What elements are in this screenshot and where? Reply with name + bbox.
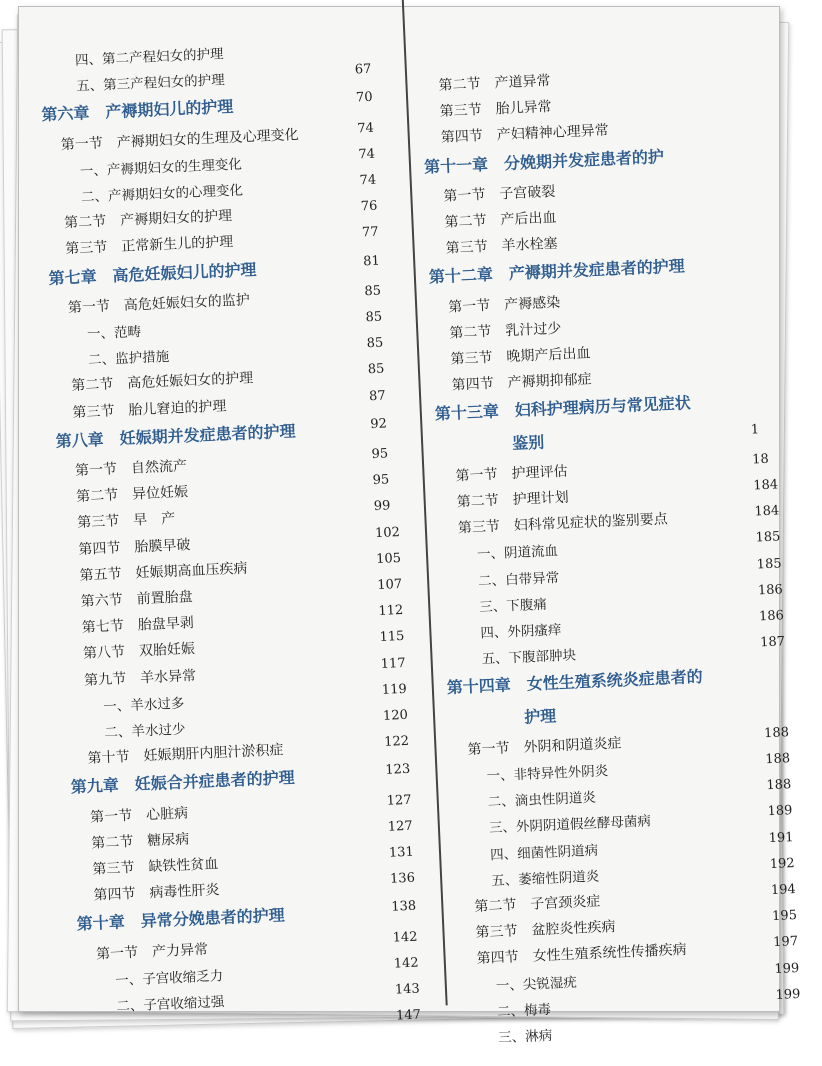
page-number: 95	[371, 446, 389, 463]
entry-title: 四、细菌性阴道病	[489, 842, 599, 863]
page-number: 99	[373, 498, 391, 515]
page-number: 102	[374, 524, 401, 541]
page-number: 123	[385, 762, 411, 779]
toc-entry	[88, 345, 170, 369]
toc-left-column	[37, 7, 422, 1024]
chapter-title: 第十三章 妇科护理病历与常见症状	[434, 393, 692, 424]
entry-title: 三、外阴阴道假丝酵母菌病	[488, 813, 652, 837]
toc-entry	[76, 68, 225, 94]
page-number: 197	[772, 934, 799, 951]
entry-title: 二、子宫收缩过强	[116, 994, 225, 1015]
page-number: 18	[751, 451, 770, 468]
toc-entry	[67, 289, 250, 317]
entry-title: 四、外阴瘙痒	[480, 622, 562, 642]
entry-title: 第一节 外阴和阴道炎症	[467, 735, 622, 759]
entry-title: 第四节 产妇精神心理异常	[440, 122, 610, 147]
entry-title: 第一节 高危妊娠妇女的监护	[67, 292, 251, 317]
page-number: 194	[770, 882, 797, 899]
entry-title: 第九节 羊水异常	[83, 667, 197, 689]
page-number: 120	[382, 707, 409, 724]
entry-title: 第十节 妊娠期肝内胆汁淤积症	[87, 742, 284, 768]
toc-entry	[428, 254, 685, 288]
toc-entry	[443, 181, 556, 206]
toc-entry	[490, 838, 599, 863]
toc-entry	[104, 718, 186, 742]
page-number: 92	[369, 416, 388, 432]
toc-entry	[446, 664, 703, 698]
page-number: 85	[364, 283, 382, 300]
entry-title: 第一节 产力异常	[95, 941, 209, 963]
page-number: 185	[755, 529, 781, 546]
entry-title: 二、监护措施	[87, 349, 170, 369]
chapter-title: 护理	[523, 705, 557, 727]
entry-title: 第四节 病毒性肝炎	[93, 882, 220, 904]
entry-title: 第二节 护理计划	[456, 489, 570, 511]
page-number: 70	[355, 90, 373, 106]
chapter-title: 第九章 妊娠合并症患者的护理	[70, 768, 296, 797]
toc-entry	[77, 508, 176, 532]
chapter-title: 第六章 产褥期妇儿的护理	[41, 97, 234, 125]
toc-entry	[451, 369, 592, 395]
entry-title: 二、白带异常	[477, 569, 560, 590]
toc-right-column	[417, 0, 801, 1047]
chapter-title: 第十四章 女性生殖系统炎症患者的	[446, 667, 704, 698]
toc-entry	[498, 1024, 553, 1046]
page-number: 115	[379, 629, 405, 646]
toc-entry	[474, 891, 601, 916]
toc-entry	[495, 970, 577, 994]
entry-title: 一、阴道流血	[476, 543, 559, 564]
entry-title: 第三节 盆腔炎性疾病	[475, 919, 616, 942]
page-number: 107	[376, 576, 403, 594]
toc-entry	[76, 903, 285, 935]
toc-entry	[81, 179, 244, 206]
toc-entry	[455, 460, 568, 485]
entry-title: 第二节 产褥期妇女的护理	[63, 208, 233, 232]
entry-title: 一、非特异性外阴炎	[486, 763, 609, 785]
page-number: 192	[769, 855, 795, 872]
page-number: 184	[754, 503, 780, 520]
toc-entry	[439, 96, 552, 121]
entry-title: 第一节 护理评估	[455, 463, 568, 485]
toc-entry	[41, 94, 234, 125]
toc-entry	[448, 291, 561, 316]
page-number: 74	[359, 172, 377, 189]
toc-entry	[78, 534, 191, 559]
entry-title: 三、淋病	[497, 1027, 553, 1047]
toc-entry	[87, 739, 284, 768]
toc-entry	[60, 124, 299, 154]
entry-title: 第三节 晚期产后出血	[450, 345, 591, 368]
entry-title: 第二节 产道异常	[438, 72, 551, 94]
toc-entry	[449, 318, 562, 343]
entry-title: 二、滴虫性阴道炎	[487, 789, 597, 811]
entry-title: 第三节 妇科常见症状的鉴别要点	[457, 511, 669, 537]
chapter-title: 第十一章 分娩期并发症患者的护	[423, 146, 665, 177]
entry-title: 第一节 产褥感染	[447, 294, 561, 316]
entry-title: 三、下腹痛	[479, 596, 548, 616]
entry-title: 第三节 正常新生儿的护理	[65, 234, 234, 258]
entry-title: 第三节 胎儿窘迫的护理	[72, 398, 227, 421]
page-number: 188	[766, 777, 792, 794]
entry-title: 第五节 妊娠期高血压疾病	[79, 560, 248, 584]
chapter-title: 第十章 异常分娩患者的护理	[76, 905, 286, 934]
page-number: 117	[380, 655, 406, 672]
toc-entry	[450, 343, 591, 369]
entry-title: 第六节 前置胎盘	[80, 589, 193, 610]
toc-entry	[48, 257, 257, 289]
page-number: 184	[753, 477, 779, 494]
toc-entry	[64, 205, 233, 232]
page-number: 77	[361, 225, 379, 241]
toc-entry	[497, 998, 552, 1020]
toc-entry	[79, 557, 248, 584]
entry-title: 二、产褥期妇女的心理变化	[80, 182, 244, 206]
toc-entry	[486, 759, 608, 784]
toc-entry	[467, 732, 622, 759]
page-number: 186	[757, 582, 784, 599]
entry-title: 第四节 胎膜早破	[78, 536, 191, 558]
entry-title: 第三节 缺铁性贫血	[92, 856, 219, 878]
page-number: 127	[387, 818, 413, 835]
toc-entry	[434, 391, 691, 425]
page-number: 95	[372, 472, 390, 489]
page-number: 1	[750, 421, 760, 438]
entry-title: 一、产褥期妇女的生理变化	[79, 156, 243, 180]
entry-title: 第三节 胎儿异常	[439, 99, 552, 121]
toc-entry	[456, 487, 569, 512]
page-number: 136	[389, 870, 416, 887]
toc-entry	[440, 120, 609, 147]
toc-entry	[90, 802, 189, 826]
entry-title: 一、范畴	[86, 324, 142, 343]
page-number: 81	[362, 253, 381, 269]
entry-title: 四、第二产程妇女的护理	[74, 46, 224, 69]
entry-title: 第三节 早 产	[76, 511, 176, 532]
page-number: 67	[354, 61, 372, 78]
page-number: 85	[366, 335, 384, 352]
toc-entry	[87, 320, 142, 342]
page-number: 131	[388, 844, 415, 861]
toc-page	[18, 6, 801, 1047]
entry-title: 一、尖锐湿疣	[495, 974, 578, 994]
toc-entry	[478, 566, 560, 590]
page-number: 185	[756, 555, 782, 573]
entry-title: 五、第三产程妇女的护理	[75, 72, 225, 95]
toc-entry	[444, 207, 557, 232]
toc-entry	[475, 916, 616, 942]
toc-entry	[80, 586, 193, 611]
toc-entry	[71, 368, 254, 396]
page-number: 187	[759, 634, 786, 651]
page-number: 142	[392, 929, 418, 946]
entry-title: 第二节 异位妊娠	[75, 484, 189, 506]
toc-entry	[103, 691, 185, 715]
chapter-title: 第八章 妊娠期并发症患者的护理	[55, 421, 296, 451]
entry-title: 第二节 糖尿病	[90, 831, 190, 852]
toc-entry	[92, 853, 219, 878]
entry-title: 一、子宫收缩乏力	[114, 967, 224, 989]
page-number: 76	[360, 198, 378, 215]
entry-title: 二、梅毒	[496, 1001, 552, 1020]
toc-entry	[524, 703, 557, 727]
page-number: 191	[768, 829, 794, 846]
toc-entry	[75, 455, 188, 480]
page-number: 105	[375, 550, 402, 567]
page-number: 188	[764, 751, 791, 768]
entry-title: 第三节 羊水栓塞	[445, 236, 558, 257]
entry-title: 第一节 产褥期妇女的生理及心理变化	[60, 126, 299, 153]
toc-entry	[489, 810, 652, 837]
page-number: 199	[774, 960, 800, 977]
toc-entry	[91, 828, 190, 852]
entry-title: 一、羊水过多	[103, 695, 185, 715]
toc-entry	[512, 429, 545, 453]
toc-entry	[424, 144, 665, 177]
chapter-title: 第十二章 产褥期并发症患者的护理	[428, 256, 686, 287]
entry-title: 第一节 自然流产	[74, 458, 188, 480]
entry-title: 第二节 乳汁过少	[449, 320, 562, 342]
page-number: 85	[365, 309, 383, 326]
toc-entry	[65, 231, 234, 258]
page-number: 112	[378, 603, 404, 620]
page-number: 142	[393, 955, 419, 972]
page-number: 186	[758, 608, 785, 625]
toc-entry	[75, 42, 224, 68]
entry-title: 第二节 子宫颈炎症	[474, 893, 601, 916]
toc-entry	[480, 618, 562, 642]
toc-entry	[457, 508, 668, 537]
chapter-title: 第七章 高危妊娠妇儿的护理	[48, 259, 257, 288]
toc-entry	[93, 879, 220, 904]
toc-entry	[55, 418, 296, 451]
page-number: 147	[395, 1007, 422, 1024]
toc-entry	[479, 592, 547, 615]
entry-title: 第二节 高危妊娠妇女的护理	[70, 370, 254, 395]
entry-title: 第一节 子宫破裂	[443, 183, 556, 205]
page-number: 74	[358, 146, 376, 163]
toc-entry	[476, 939, 687, 968]
entry-title: 第八节 双胎妊娠	[82, 641, 196, 663]
entry-title: 五、萎缩性阴道炎	[490, 868, 600, 890]
entry-title: 第七节 胎盘早剥	[81, 615, 195, 637]
page-number: 127	[386, 792, 412, 809]
toc-entry	[477, 540, 559, 564]
entry-title: 第四节 产褥期抑郁症	[451, 371, 592, 394]
page-number: 138	[391, 899, 417, 916]
toc-entry	[481, 644, 576, 668]
entry-title: 五、下腹部肿块	[481, 647, 577, 668]
toc-entry	[491, 864, 600, 889]
toc-entry	[76, 481, 189, 506]
toc-entry	[445, 233, 558, 258]
toc-entry	[96, 938, 209, 963]
toc-entry	[115, 964, 224, 989]
page-number: 122	[383, 733, 410, 751]
toc-entry	[116, 990, 225, 1015]
chapter-title: 鉴别	[511, 432, 545, 453]
page-number: 188	[763, 725, 790, 742]
page-number: 85	[367, 361, 385, 378]
page-number: 74	[357, 120, 375, 137]
toc-entry	[81, 612, 194, 637]
page-number: 143	[394, 981, 421, 998]
toc-entry	[79, 152, 242, 179]
entry-title: 二、羊水过少	[104, 721, 186, 742]
entry-title: 第一节 心脏病	[89, 805, 189, 826]
page-number: 87	[368, 388, 386, 404]
page-number: 119	[381, 681, 408, 698]
page-number: 199	[775, 986, 801, 1003]
toc-entry	[84, 665, 197, 690]
toc-entry	[83, 638, 196, 663]
page-number: 195	[771, 908, 798, 925]
toc-entry	[438, 70, 551, 95]
toc-entry	[70, 765, 295, 798]
toc-entry	[487, 786, 596, 811]
entry-title: 第二节 产后出血	[444, 209, 557, 231]
page-number: 189	[767, 803, 793, 820]
toc-entry	[72, 395, 227, 422]
entry-title: 第四节 女性生殖系统性传播疾病	[476, 942, 687, 968]
